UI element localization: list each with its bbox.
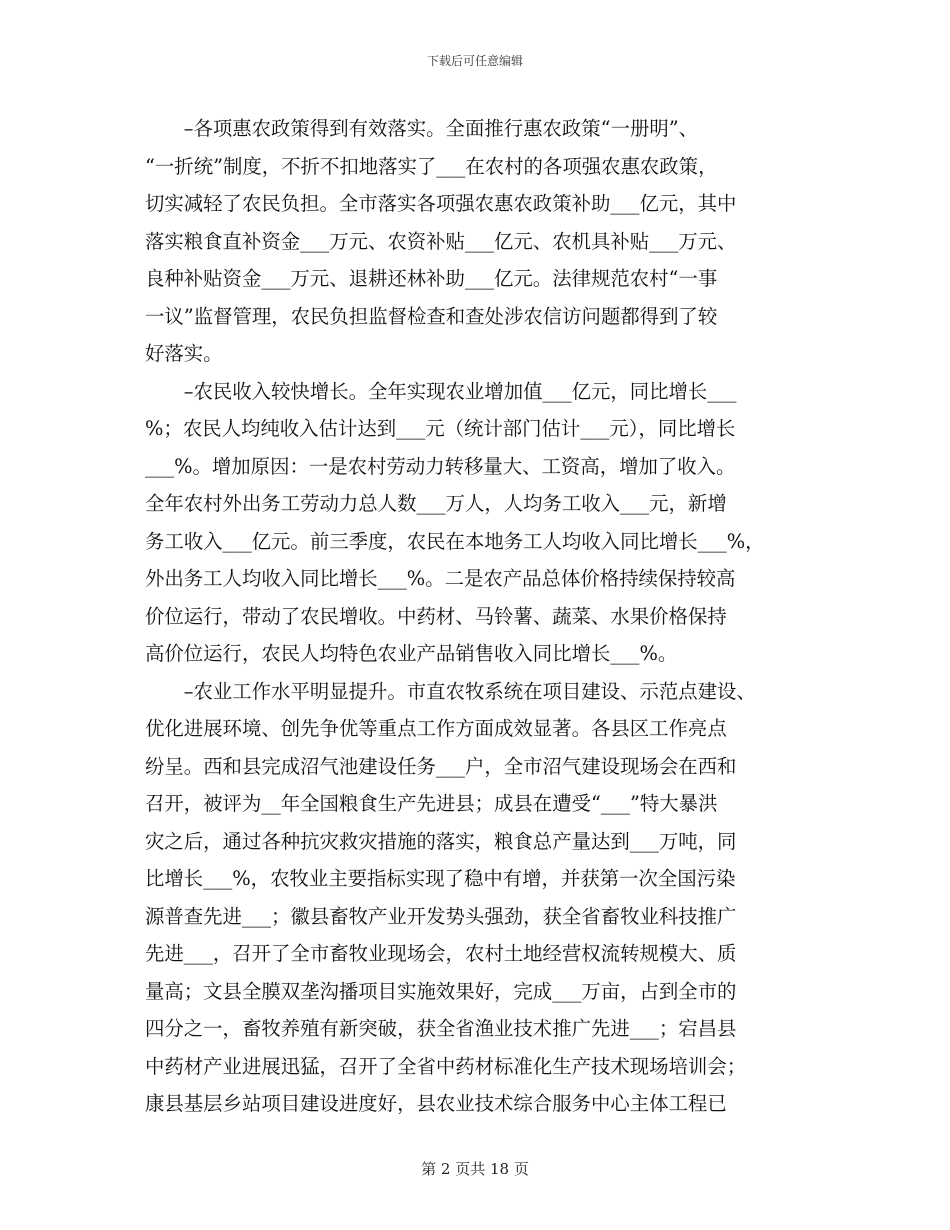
text-line: 切实减轻了农民负担。全市落实各项强农惠农政策补助___亿元，其中: [145, 192, 737, 215]
page-footer: 第 2 页共 18 页: [421, 1160, 529, 1178]
text-line: –各项惠农政策得到有效落实。全面推行惠农政策“一册明”、: [145, 117, 699, 140]
text-line: –农业工作水平明显提升。市直农牧系统在项目建设、示范点建设、: [145, 679, 756, 703]
text-line: 先进___，召开了全市畜牧业现场会，农村土地经营权流转规模大、质: [145, 942, 737, 965]
text-line: 好落实。: [145, 342, 223, 365]
text-line: 四分之一，畜牧养殖有新突破，获全省渔业技术推广先进___；宕昌县: [145, 1017, 737, 1040]
text-line: 灾之后，通过各种抗灾救灾措施的落实，粮食总产量达到___万吨，同: [145, 829, 737, 853]
text-line: 务工收入___亿元。前三季度，农民在本地务工人均收入同比增长___%，: [145, 529, 765, 553]
text-line: 良种补贴资金___万元、退耕还林补助___亿元。法律规范农村“一事: [145, 267, 718, 290]
text-line: ___%。增加原因：一是农村劳动力转移量大、工资高，增加了收入。: [145, 454, 736, 478]
text-line: 康县基层乡站项目建设进度好，县农业技术综合服务中心主体工程已: [145, 1092, 727, 1115]
text-line: 量高；文县全膜双垄沟播项目实施效果好，完成___万亩，占到全市的: [145, 979, 737, 1003]
text-line: 比增长___%，农牧业主要指标实现了稳中有增，并获第一次全国污染: [145, 867, 736, 890]
text-line: 一议”监督管理，农民负担监督检查和查处涉农信访问题都得到了较: [145, 304, 718, 328]
text-line: 价位运行，带动了农民增收。中药材、马铃薯、蔬菜、水果价格保持: [145, 604, 727, 628]
text-line: –农民收入较快增长。全年实现农业增加值___亿元，同比增长___: [145, 379, 737, 403]
text-line: 中药材产业进展迅猛，召开了全省中药材标准化生产技术现场培训会；: [145, 1054, 747, 1078]
text-line: 优化进展环境、创先争优等重点工作方面成效显著。各县区工作亮点: [145, 717, 727, 740]
text-line: 纷呈。西和县完成沼气池建设任务___户，全市沼气建设现场会在西和: [145, 754, 737, 778]
page-header: 下载后可任意编辑: [426, 54, 523, 68]
text-line: 源普查先进___；徽县畜牧产业开发势头强劲，获全省畜牧业科技推广: [145, 904, 737, 928]
text-line: 高价位运行，农民人均特色农业产品销售收入同比增长___%。: [145, 642, 678, 665]
text-line: 召开，被评为__年全国粮食生产先进县；成县在遭受“___”特大暴洪: [145, 792, 718, 815]
text-line: 落实粮食直补资金___万元、农资补贴___亿元、农机具补贴___万元、: [145, 229, 737, 253]
text-line: 全年农村外出务工劳动力总人数___万人，人均务工收入___元，新增: [145, 492, 727, 515]
document-body: [145, 110, 815, 1123]
text-line: “一折统”制度，不折不扣地落实了___在农村的各项强农惠农政策，: [145, 154, 718, 178]
text-line: 外出务工人均收入同比增长___%。二是农产品总体价格持续保持较高: [145, 567, 736, 590]
text-line: %；农民人均纯收入估计达到___元（统计部门估计___元），同比增长: [145, 417, 736, 440]
